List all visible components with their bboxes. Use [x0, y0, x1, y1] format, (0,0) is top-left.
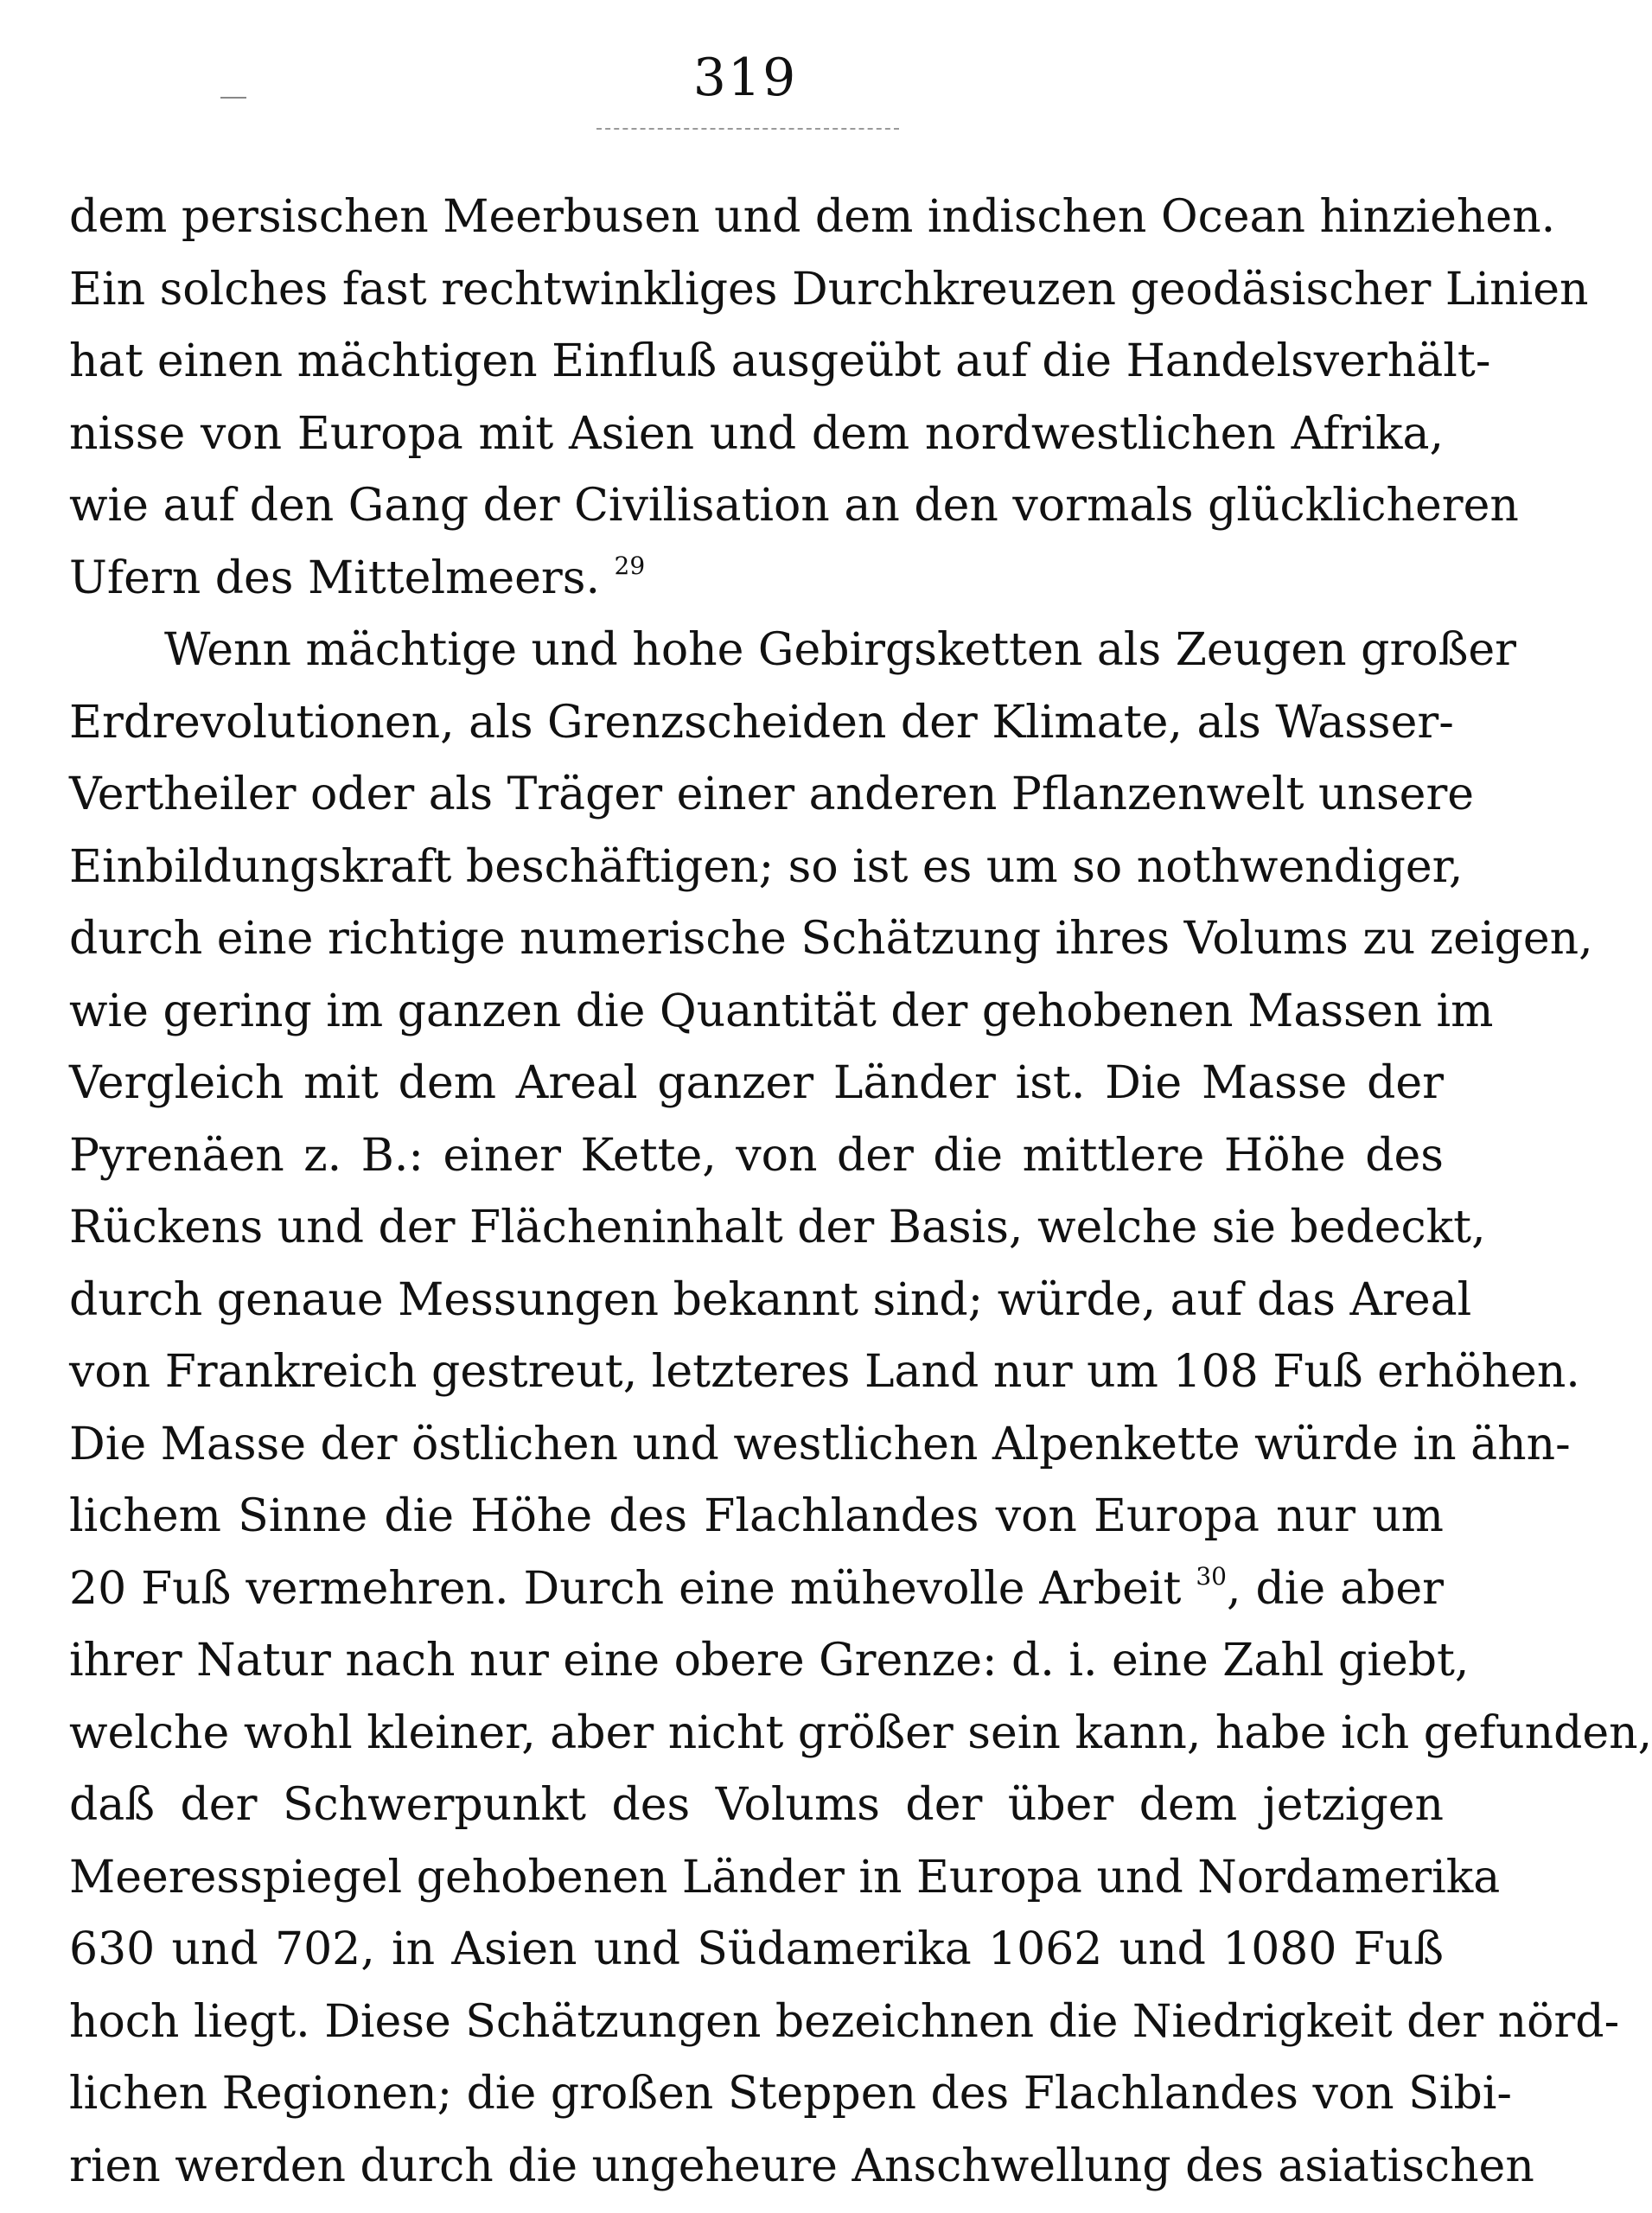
text-line: welche wohl kleiner, aber nicht größer sein kann, habe ich gefunden,: [69, 1706, 1652, 1759]
text-line: lichem Sinne die Höhe des Flachlandes von Europa nur um: [69, 1490, 1444, 1542]
text-line: hat einen mächtigen Einfluß ausgeübt auf die Handelsverhält-: [69, 335, 1491, 387]
text-line: Die Masse der östlichen und westlichen Alpenkette würde in ähn-: [69, 1418, 1571, 1470]
text-line: wie auf den Gang der Civilisation an den vormals glücklicheren: [69, 480, 1519, 532]
body-text: [69, 182, 1652, 2203]
text-line: ihrer Natur nach nur eine obere Grenze: d. i. eine Zahl giebt,: [69, 1635, 1470, 1687]
header-rule: [596, 128, 899, 130]
text-line: durch genaue Messungen bekannt sind; würde, auf das Areal: [69, 1273, 1472, 1326]
page-header: [0, 35, 1490, 138]
footnote-ref: 29: [614, 551, 646, 580]
page-number: 319: [692, 48, 798, 108]
paragraph-2: [69, 615, 1652, 2203]
text-line: durch eine richtige numerische Schätzung ihres Volums zu zeigen,: [69, 913, 1593, 965]
text-line: [69, 1553, 1444, 1626]
footnote-ref: 30: [1196, 1561, 1227, 1591]
text-line: [69, 543, 1444, 615]
text-line: 630 und 702, in Asien und Südamerika 1062 und 1080 Fuß: [69, 1923, 1444, 1975]
text-line: Einbildungskraft beschäftigen; so ist es um so nothwendiger,: [69, 840, 1464, 893]
text-line: Meeresspiegel gehobenen Länder in Europa und Nordamerika: [69, 1851, 1501, 1904]
text-fragment: Ufern des Mittelmeers.: [69, 552, 600, 604]
text-line: Vergleich mit dem Areal ganzer Länder ist. Die Masse der: [69, 1057, 1444, 1109]
text-line: hoch liegt. Diese Schätzungen bezeichnen die Niedrigkeit der nörd-: [69, 1995, 1620, 2048]
text-line: Vertheiler oder als Träger einer anderen Pflanzenwelt unsere: [69, 768, 1475, 820]
text-line: rien werden durch die ungeheure Anschwellung des asiatischen: [69, 2140, 1534, 2192]
text-fragment: 20 Fuß vermehren. Durch eine mühevolle Arbeit: [69, 1562, 1182, 1615]
text-line: wie gering im ganzen die Quantität der gehobenen Massen im: [69, 985, 1494, 1037]
text-line: lichen Regionen; die großen Steppen des Flachlandes von Sibi-: [69, 2068, 1512, 2120]
text-line: von Frankreich gestreut, letzteres Land nur um 108 Fuß erhöhen.: [69, 1346, 1580, 1398]
text-line: dem persischen Meerbusen und dem indischen Ocean hinziehen.: [69, 191, 1556, 243]
text-line: daß der Schwerpunkt des Volums der über dem jetzigen: [69, 1779, 1444, 1831]
paragraph-1: [69, 182, 1589, 615]
text-line: Pyrenäen z. B.: einer Kette, von der die mittlere Höhe des: [69, 1129, 1444, 1182]
text-line: Ein solches fast rechtwinkliges Durchkreuzen geodäsischer Linien: [69, 263, 1589, 316]
text-fragment: , die aber: [1226, 1562, 1444, 1615]
text-line: Rückens und der Flächeninhalt der Basis, welche sie bedeckt,: [69, 1202, 1486, 1253]
text-line: nisse von Europa mit Asien und dem nordwestlichen Afrika,: [69, 407, 1444, 460]
text-line: Wenn mächtige und hohe Gebirgsketten als Zeugen großer: [164, 624, 1516, 676]
text-line: Erdrevolutionen, als Grenzscheiden der Klimate, als Wasser-: [69, 696, 1454, 749]
